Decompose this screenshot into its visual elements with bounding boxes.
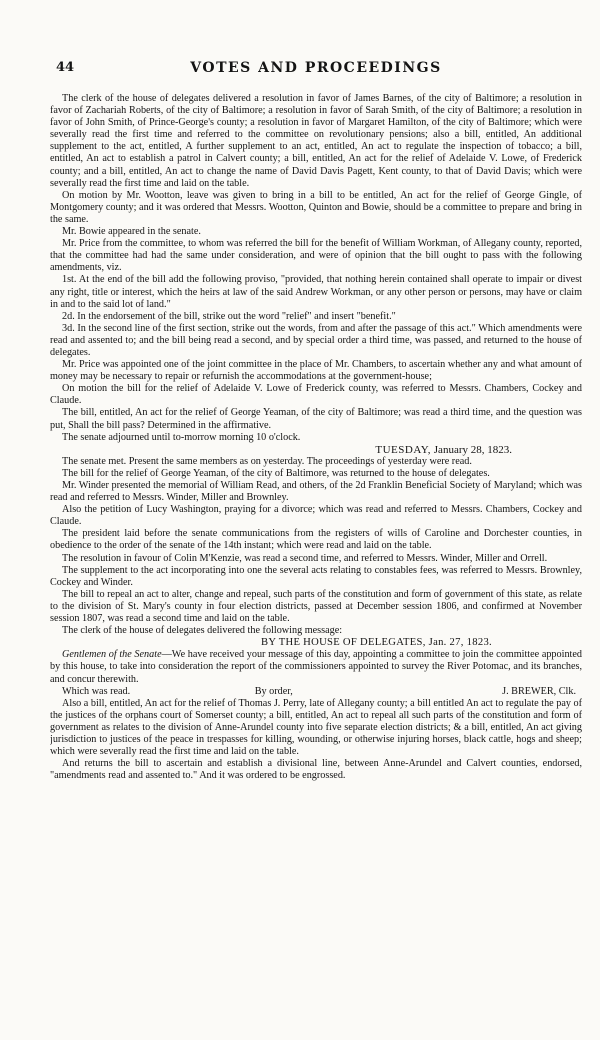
proceedings-paragraph: The bill for the relief of George Yeaman, of the city of Baltimore, was returned to the house of delegates. [62, 467, 490, 479]
message-signature-line [50, 686, 582, 698]
proceedings-paragraph: Mr. Bowie appeared in the senate. [62, 226, 201, 238]
proceedings-paragraph: 1st. At the end of the bill add the following proviso, "provided, that nothing herein contained shall operate to impair or divest any right, title or interest, which the heirs at law of the said Andrew Workman, or any other person or persons, may have or claim in and to the said lot of land." [50, 274, 582, 310]
proceedings-paragraph: The bill to repeal an act to alter, change and repeal, such parts of the constitution and form of government of this state, as relate to the division of St. Mary's county in four election districts, passed at December session 1806, and confirmed at November session 1807, was read a second time and laid on the table. [50, 588, 582, 625]
proceedings-paragraph: 3d. In the second line of the first section, strike out the words, from and after the passage of this act." Which amendments were read and assented to; and the bill being read a second, and by special order a third time, was passed, and returned to the house of delegates. [50, 322, 582, 358]
page-header [56, 60, 576, 80]
page-number: 44 [56, 60, 75, 75]
proceedings-part-2 [50, 456, 582, 637]
proceedings-paragraph: Also the petition of Lucy Washington, praying for a divorce; which was read and referred to Messrs. Chambers, Cockey and Claude. [50, 504, 582, 528]
message-heading: BY THE HOUSE OF DELEGATES, Jan. 27, 1823. [261, 637, 492, 649]
proceedings-paragraph: On motion the bill for the relief of Adelaide V. Lowe of Frederick county, was referred to Messrs. Chambers, Cockey and Claude. [50, 383, 582, 407]
message-salutation: Gentlemen of the Senate [62, 649, 162, 661]
proceedings-paragraph: The clerk of the house of delegates delivered a resolution in favor of James Barnes, of the city of Baltimore; a resolution in favor of Zachariah Roberts, of the city of Baltimore; a resolution in favor of Sarah Smith, of the city of Baltimore; a resolution in favor of John Smith, of Prince-George's county; a resolution in favor of Margaret Hamilton, of the city of Baltimore; which were severally read the first time and referred to the committee on revolutionary pensions; also a bill, entitled, An additional supplement to the act, entitled, A further supplement to an act, entitled, An act to regulate the inspection of tobacco; a bill, entitled, An act to establish a patrol in Calvert county; a bill, entitled, An act for the relief of Adelaide V. Lowe, of Frederick county; and a bill, entitled, An act to change the name of David Davis Pagett, Kent county, to that of David Davis; which were severally read the first time and laid on the table. [50, 93, 582, 189]
proceedings-part-1 [50, 93, 582, 444]
date-heading-date: January 28, 1823. [433, 443, 512, 456]
proceedings-paragraph: The supplement to the act incorporating into one the several acts relating to constables fees, was referred to Messrs. Brownley, Cockey and Winder. [50, 564, 582, 588]
proceedings-paragraph: The resolution in favour of Colin M'Kenzie, was read a second time, and referred to Messrs. Winder, Miller and Orrell. [62, 552, 548, 564]
proceedings-paragraph: And returns the bill to ascertain and establish a divisional line, between Anne-Arundel and Calvert counties, endorsed, "amendments read and assented to." And it was ordered to be engrossed. [50, 758, 582, 782]
message-clerk: J. BREWER, Clk. [502, 685, 576, 697]
message-text [50, 649, 582, 685]
proceedings-paragraph: The president laid before the senate communications from the registers of wills of Caroline and Dorchester counties, in obedience to the order of the senate of the 14th instant; which were read and laid on the table. [50, 528, 582, 552]
proceedings-part-3 [50, 698, 582, 783]
proceedings-paragraph: Mr. Winder presented the memorial of William Read, and others, of the 2d Franklin Beneficial Society of Maryland; which was read and referred to Messrs. Winder, Miller and Brownley. [50, 480, 582, 504]
proceedings-paragraph: 2d. In the endorsement of the bill, strike out the word "relief" and insert "benefit." [62, 310, 396, 322]
date-heading-day: TUESDAY, [375, 443, 432, 456]
message-read-line: Which was read. [62, 685, 131, 697]
proceedings-paragraph: The bill, entitled, An act for the relief of George Yeaman, of the city of Baltimore; was read a third time, and the question was put, Shall the bill pass? Determined in the affirmative. [50, 407, 582, 431]
message-body: —We have received your message of this day, appointing a committee to join the committee appointed by this house, to take into consideration the report of the commissioners appointed to survey the River Potomac, and its branches, and concur therewith. [50, 649, 582, 685]
proceedings-paragraph: The senate met. Present the same members as on yesterday. The proceedings of yesterday were read. [62, 455, 472, 467]
message-order-line: By order, [254, 685, 293, 697]
proceedings-paragraph: The clerk of the house of delegates delivered the following message: [62, 625, 343, 637]
proceedings-paragraph: The senate adjourned until to-morrow morning 10 o'clock. [62, 431, 301, 443]
proceedings-paragraph: On motion by Mr. Wootton, leave was given to bring in a bill to be entitled, An act for the relief of George Gingle, of Montgomery county; and it was ordered that Messrs. Wootton, Quinton and Bowie, should be a committee to prepare and bring in the same. [50, 189, 582, 225]
running-head: VOTES AND PROCEEDINGS [190, 60, 442, 76]
proceedings-paragraph: Mr. Price was appointed one of the joint committee in the place of Mr. Chambers, to ascertain whether any and what amount of money may be necessary to repair or refurnish the accommodations at the government-house; [50, 359, 582, 383]
date-heading [50, 444, 582, 456]
proceedings-paragraph: Mr. Price from the committee, to whom was referred the bill for the benefit of William Workman, of Allegany county, reported, that the committee had had the same under consideration, and were of opinion that the bill ought to pass with the following amendments, viz. [50, 238, 582, 274]
proceedings-paragraph: Also a bill, entitled, An act for the relief of Thomas J. Perry, late of Allegany county; a bill entitled An act to regulate the pay of the justices of the orphans court of Somerset county; a bill, entitled, An act to repeal all such parts of the constitution and form of government as relates to the division of Anne-Arundel county into five separate election districts; & a bill, entitled, An act giving jurisdiction to justices of the peace in trespasses for killing, wounding, or otherwise injuring horses, black cattle, hogs and sheep; which were severally read the first time and laid on the table. [50, 697, 582, 758]
document-body [50, 93, 582, 993]
